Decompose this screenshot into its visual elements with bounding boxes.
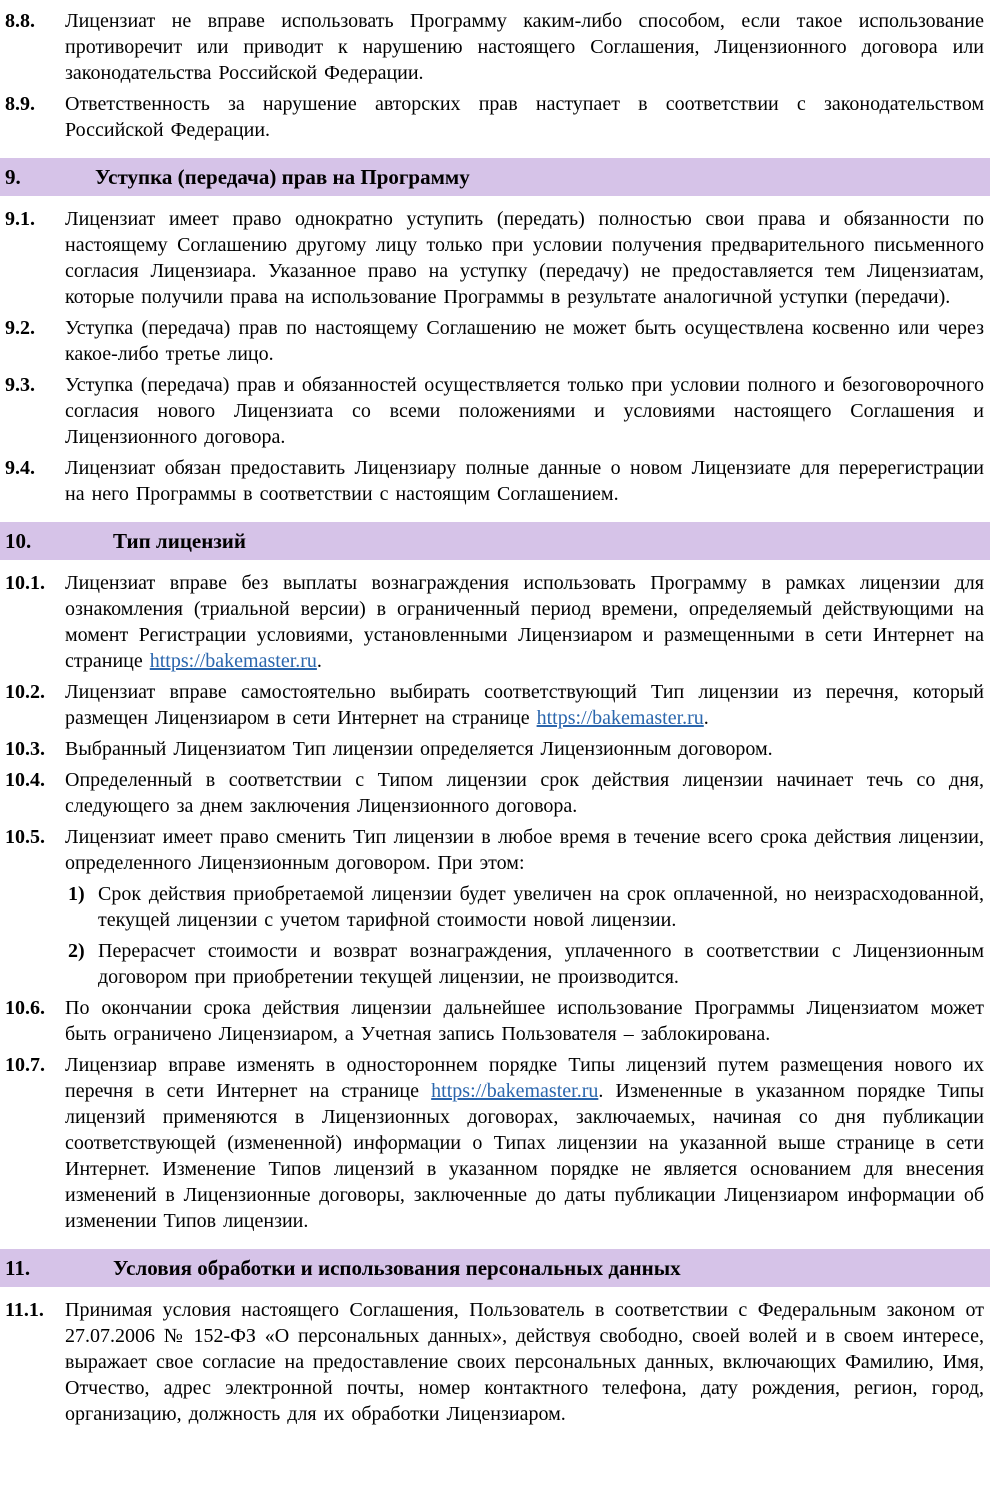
clause-10-5: [0, 824, 990, 876]
clause-10-7: [0, 1052, 990, 1234]
clause-number: 9.2.: [5, 317, 35, 339]
clause-text: Лицензиат не вправе использовать Программу каким-либо способом, если такое использование противоречит или приводит к нарушению настоящего Соглашения, Лицензионного договора или законодательства Российской Федерации.: [65, 10, 984, 84]
section-11-header: [0, 1249, 990, 1287]
bakemaster-link[interactable]: https://bakemaster.ru: [536, 707, 704, 729]
bakemaster-link[interactable]: https://bakemaster.ru: [431, 1080, 599, 1102]
clause-number: 10.7.: [5, 1054, 45, 1076]
clause-9-1: [0, 206, 990, 310]
section-title: Тип лицензий: [113, 529, 246, 553]
clause-text: По окончании срока действия лицензии дальнейшее использование Программы Лицензиатом может быть ограничено Лицензиаром, а Учетная запись Пользователя – заблокирована.: [65, 997, 984, 1045]
clause-10-5-sub-2: [0, 938, 990, 990]
clause-text: Принимая условия настоящего Соглашения, Пользователь в соответствии с Федеральным законом от 27.07.2006 № 152-ФЗ «О персональных данных», действуя свободно, своей волей и в своем интересе, выражает свое согласие на предоставление своих персональных данных, включающих Фамилию, Имя, Отчество, адрес электронной почты, номер контактного телефона, дату рождения, регион, город, организацию, должность для их обработки Лицензиаром.: [65, 1299, 984, 1425]
subclause-text: Перерасчет стоимости и возврат вознаграждения, уплаченного в соответствии с Лицензионным договором при приобретении текущей лицензии, не производится.: [98, 940, 984, 988]
clause-text: Уступка (передача) прав и обязанностей осуществляется только при условии полного и безоговорочного согласия нового Лицензиата со всеми положениями и условиями настоящего Соглашения и Лицензионного договора.: [65, 374, 984, 448]
clause-text: [65, 570, 984, 674]
clause-number: 10.3.: [5, 738, 45, 760]
clause-text-after: . Измененные в указанном порядке Типы лицензий применяются в Лицензионных договорах, заключаемых, начиная со дня публикации соответствующей (измененной) информации о Типах лицензии на указанной выше странице в сети Интернет. Изменение Типов лицензий в указанном порядке не является основанием для внесения изменений в Лицензионные договоры, заключенные до даты публикации Лицензиаром информации об изменении Типов лицензии.: [65, 1080, 984, 1232]
clause-9-2: [0, 315, 990, 367]
clause-text: [65, 1052, 984, 1234]
section-number: 11.: [5, 1256, 31, 1280]
clause-number: 10.5.: [5, 826, 45, 848]
clause-text: Лицензиат имеет право однократно уступить (передать) полностью свои права и обязанности по настоящему Соглашению другому лицу только при условии получения предварительного письменного согласия Лицензиара. Указанное право на уступку (передачу) не предоставляется тем Лицензиатам, которые получили права на использование Программы в результате аналогичной уступки (передачи).: [65, 208, 984, 308]
clause-number: 9.3.: [5, 374, 35, 396]
clause-text: [65, 679, 984, 731]
clause-9-3: [0, 372, 990, 450]
clause-number: 8.8.: [5, 10, 35, 32]
section-9-header: [0, 158, 990, 196]
clause-text-after: .: [703, 707, 709, 729]
clause-text-before: Лицензиат вправе без выплаты вознаграждения использовать Программу в рамках лицензии для ознакомления (триальной версии) в ограниченный период времени, определяемый действующими на момент Регистрации условиями, установленными Лицензиаром и размещенными в сети Интернет на странице: [65, 572, 984, 672]
clause-number: 9.1.: [5, 208, 35, 230]
clause-10-5-sub-1: [0, 881, 990, 933]
clause-10-6: [0, 995, 990, 1047]
clause-number: 10.4.: [5, 769, 45, 791]
clause-10-2: [0, 679, 990, 731]
clause-text: Ответственность за нарушение авторских прав наступает в соответствии с законодательством Российской Федерации.: [65, 93, 984, 141]
clause-8-9: [0, 91, 990, 143]
bakemaster-link[interactable]: https://bakemaster.ru: [149, 650, 317, 672]
clause-9-4: [0, 455, 990, 507]
clause-text: Выбранный Лицензиатом Тип лицензии определяется Лицензионным договором.: [65, 738, 773, 760]
clause-text-after: .: [316, 650, 322, 672]
section-10-header: [0, 522, 990, 560]
section-number: 9.: [5, 165, 21, 189]
clause-text: Уступка (передача) прав по настоящему Соглашению не может быть осуществлена косвенно или через какое-либо третье лицо.: [65, 317, 984, 365]
clause-text: Лицензиат имеет право сменить Тип лицензии в любое время в течение всего срока действия лицензии, определенного Лицензионным договором. При этом:: [65, 826, 984, 874]
clause-number: 11.1.: [5, 1299, 44, 1321]
section-title: Уступка (передача) прав на Программу: [95, 165, 470, 189]
clause-10-4: [0, 767, 990, 819]
subclause-number: 1): [68, 883, 85, 905]
clause-number: 10.6.: [5, 997, 45, 1019]
clause-text: Определенный в соответствии с Типом лицензии срок действия лицензии начинает течь со дня, следующего за днем заключения Лицензионного договора.: [65, 769, 984, 817]
subclause-text: Срок действия приобретаемой лицензии будет увеличен на срок оплаченной, но неизрасходованной, текущей лицензии с учетом тарифной стоимости новой лицензии.: [98, 883, 984, 931]
clause-text-before: Лицензиар вправе изменять в одностороннем порядке Типы лицензий путем размещения нового их перечня в сети Интернет на странице: [65, 1054, 984, 1102]
clause-10-3: [0, 736, 990, 762]
clause-11-1: [0, 1297, 990, 1427]
clause-text: Лицензиат обязан предоставить Лицензиару полные данные о новом Лицензиате для перерегистрации на него Программы в соответствии с настоящим Соглашением.: [65, 457, 984, 505]
section-number: 10.: [5, 529, 32, 553]
clause-number: 9.4.: [5, 457, 35, 479]
subclause-number: 2): [68, 940, 85, 962]
section-title: Условия обработки и использования персональных данных: [113, 1256, 681, 1280]
clause-10-1: [0, 570, 990, 674]
clause-number: 8.9.: [5, 93, 35, 115]
clause-number: 10.1.: [5, 572, 45, 594]
clause-number: 10.2.: [5, 681, 45, 703]
clause-8-8: [0, 8, 990, 86]
clause-text-before: Лицензиат вправе самостоятельно выбирать соответствующий Тип лицензии из перечня, который размещен Лицензиаром в сети Интернет на странице: [65, 681, 984, 729]
